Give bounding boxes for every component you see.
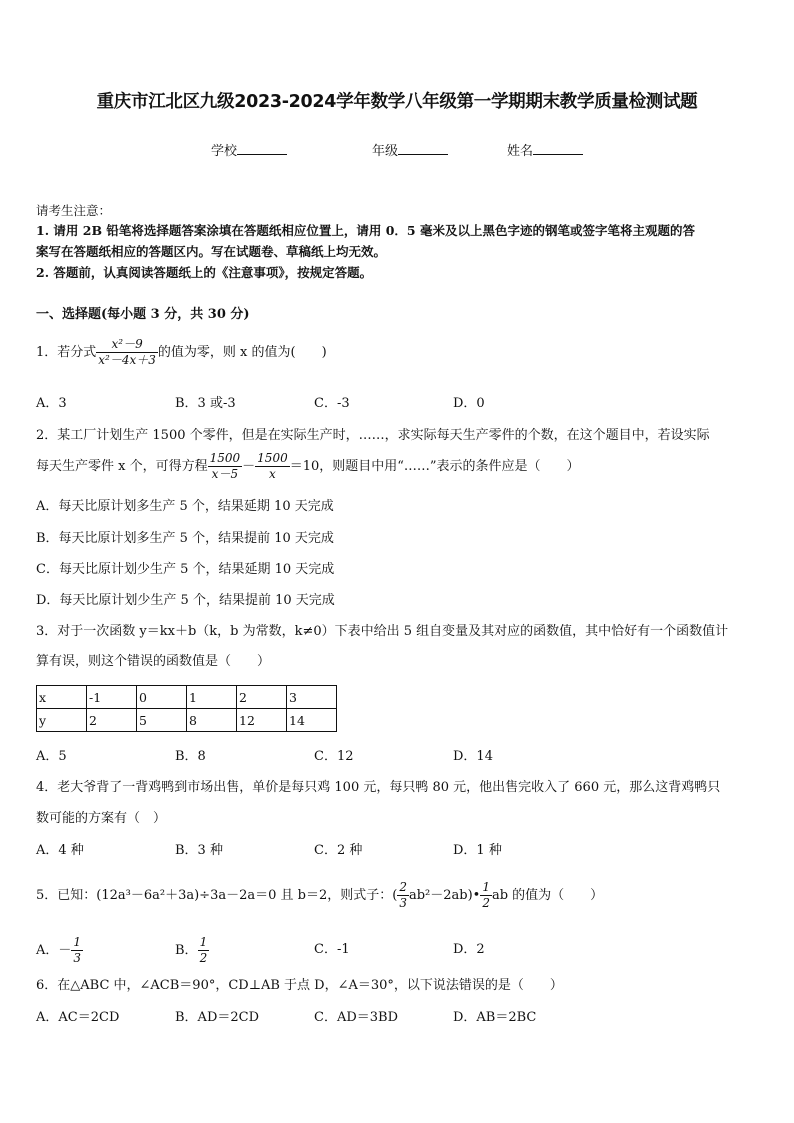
table-cell: 14 — [287, 709, 337, 732]
q5-option-b-fraction — [198, 935, 210, 966]
table-cell: 12 — [237, 709, 287, 732]
q3-line1: 3．对于一次函数 y＝kx＋b（k，b 为常数，k≠0）下表中给出 5 组自变量及其对应的函数值，其中恰好有一个函数值计 — [36, 624, 729, 639]
q4-option-a: A．4 种 — [36, 843, 84, 858]
q2-fraction-2 — [255, 451, 290, 482]
q5-option-b-numerator: 1 — [199, 935, 208, 949]
name-label: 姓名 — [507, 144, 534, 159]
notice-item1-line1: 1. 请用 2B 铅笔将选择题答案涂填在答题纸相应位置上，请用 0．5 毫米及以上黑色字迹的钢笔或签字笔将主观题的答 — [36, 223, 695, 238]
q1-option-c: C．-3 — [314, 396, 350, 411]
q6-line1: 6．在△ABC 中，∠ACB＝90°，CD⊥AB 于点 D，∠A＝30°，以下说法错误的是（ ） — [36, 978, 563, 993]
q2-line1: 2．某工厂计划生产 1500 个零件，但是在实际生产时，……，求实际每天生产零件的个数，在这个题目中，若设实际 — [36, 428, 710, 443]
name-field — [507, 140, 583, 159]
q2-fraction-1 — [208, 451, 243, 482]
grade-label: 年级 — [372, 144, 399, 159]
q4-line2: 数可能的方案有（ ） — [36, 811, 167, 826]
q3-table — [36, 685, 337, 732]
table-row — [37, 709, 337, 732]
section-heading: 一、选择题(每小题 3 分，共 30 分) — [36, 307, 250, 322]
q1-option-b: B．3 或-3 — [175, 396, 236, 411]
table-cell: x — [37, 686, 87, 709]
q5-suffix: ab 的值为（ ） — [491, 888, 604, 903]
name-blank — [533, 142, 583, 155]
q2-option-a: A．每天比原计划多生产 5 个，结果延期 10 天完成 — [36, 499, 334, 514]
q2-frac2-numerator: 1500 — [257, 451, 288, 465]
table-cell: 2 — [87, 709, 137, 732]
grade-blank — [398, 142, 448, 155]
page-title: 重庆市江北区九级2023-2024学年数学八年级第一学期期末教学质量检测试题 — [96, 92, 698, 112]
q4-option-b: B．3 种 — [175, 843, 223, 858]
table-cell: 8 — [187, 709, 237, 732]
q1-prefix: 1．若分式 — [36, 345, 97, 360]
q6-option-c: C．AD＝3BD — [314, 1010, 399, 1025]
table-cell: y — [37, 709, 87, 732]
question-5 — [36, 880, 603, 911]
table-row — [37, 686, 337, 709]
q1-denominator: x²－4x＋3 — [98, 353, 156, 367]
q1-fraction — [96, 337, 158, 368]
q3-option-b: B．8 — [175, 749, 206, 764]
q3-option-a: A．5 — [36, 749, 67, 764]
notice-item1-line2: 案写在答题纸相应的答题区内。写在试题卷、草稿纸上均无效。 — [36, 244, 387, 259]
q1-option-d: D．0 — [453, 396, 485, 411]
q1-option-a: A．3 — [36, 396, 67, 411]
table-cell: 2 — [237, 686, 287, 709]
school-field — [211, 140, 287, 159]
q2-line2-suffix: ，则题目中用“……”表示的条件应是（ ） — [319, 459, 580, 474]
school-label: 学校 — [211, 144, 238, 159]
q5-option-d: D．2 — [453, 942, 485, 957]
question-1 — [36, 337, 327, 368]
q1-suffix: 的值为零，则 x 的值为( ) — [157, 345, 327, 360]
q5-prefix: 5．已知：(12a³－6a²＋3a)÷3a－2a＝0 且 b＝2，则式子：( — [36, 888, 398, 903]
q5-option-b — [175, 935, 209, 966]
q5-option-b-denominator: 2 — [199, 951, 208, 965]
q5-frac2-numerator: 1 — [482, 880, 490, 894]
q6-option-d: D．AB＝2BC — [453, 1010, 537, 1025]
q2-minus: － — [242, 459, 256, 474]
table-cell: 3 — [287, 686, 337, 709]
q5-option-a-denominator: 3 — [73, 951, 82, 965]
q4-line1: 4．老大爷背了一背鸡鸭到市场出售，单价是每只鸡 100 元，每只鸭 80 元，他出售完收入了 660 元，那么这背鸡鸭只 — [36, 780, 721, 795]
q2-line2 — [36, 451, 580, 482]
q5-option-a-prefix: A．－ — [36, 943, 72, 958]
q5-option-a-fraction — [71, 935, 83, 966]
q3-option-d: D．14 — [453, 749, 493, 764]
table-cell: 5 — [137, 709, 187, 732]
q4-option-c: C．2 种 — [314, 843, 363, 858]
q5-option-b-prefix: B． — [175, 943, 198, 958]
q6-option-a: A．AC＝2CD — [36, 1010, 120, 1025]
q2-line2-prefix: 每天生产零件 x 个，可得方程 — [36, 459, 208, 474]
q5-middle: ab²－2ab)• — [408, 888, 481, 903]
q2-option-d: D．每天比原计划少生产 5 个，结果提前 10 天完成 — [36, 593, 335, 608]
table-cell: 0 — [137, 686, 187, 709]
q6-option-b: B．AD＝2CD — [175, 1010, 260, 1025]
q2-frac1-denominator: x－5 — [208, 466, 243, 482]
q2-option-c: C．每天比原计划少生产 5 个，结果延期 10 天完成 — [36, 562, 335, 577]
q5-option-c: C．-1 — [314, 942, 350, 957]
q2-equals: ＝10 — [289, 459, 320, 474]
grade-field — [372, 140, 448, 159]
school-blank — [237, 142, 287, 155]
q5-fraction-2 — [480, 880, 492, 911]
q5-option-a-numerator: 1 — [73, 935, 82, 949]
q1-numerator: x²－9 — [111, 337, 143, 351]
notice-heading: 请考生注意： — [36, 203, 112, 218]
q3-line2: 算有误，则这个错误的函数值是（ ） — [36, 654, 271, 669]
q2-frac2-denominator: x — [255, 466, 290, 482]
q4-option-d: D．1 种 — [453, 843, 502, 858]
q5-frac2-denominator: 2 — [482, 896, 490, 910]
q5-option-a — [36, 935, 83, 966]
q3-option-c: C．12 — [314, 749, 354, 764]
table-cell: 1 — [187, 686, 237, 709]
q2-frac1-numerator: 1500 — [209, 451, 241, 465]
student-info-row — [0, 140, 794, 158]
q5-frac1-denominator: 3 — [399, 896, 407, 910]
q5-frac1-numerator: 2 — [399, 880, 407, 894]
notice-item2: 2. 答题前，认真阅读答题纸上的《注意事项》，按规定答题。 — [36, 265, 373, 280]
q2-option-b: B．每天比原计划多生产 5 个，结果提前 10 天完成 — [36, 531, 334, 546]
q5-fraction-1 — [397, 880, 409, 911]
table-cell: -1 — [87, 686, 137, 709]
